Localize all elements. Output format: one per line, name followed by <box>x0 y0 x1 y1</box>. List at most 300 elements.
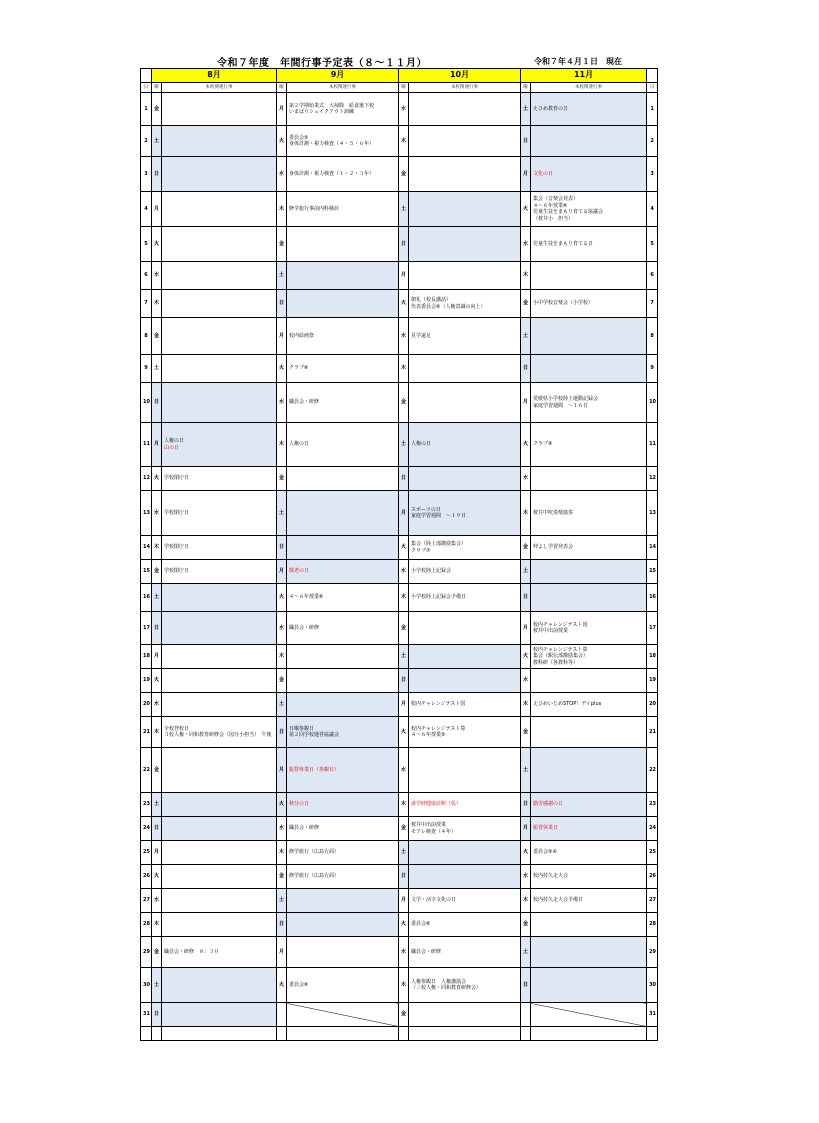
weekday-cell: 日 <box>277 536 287 560</box>
weekday-cell: 木 <box>277 423 287 467</box>
event-cell <box>162 748 277 793</box>
weekday-cell: 木 <box>399 793 409 817</box>
weekday-cell: 日 <box>277 913 287 937</box>
event-cell <box>287 318 399 355</box>
event-cell <box>409 913 521 937</box>
event-cell <box>162 318 277 355</box>
weekday-cell: 月 <box>277 748 287 793</box>
event-text: クラブ⑥ <box>289 365 309 372</box>
weekday-cell: 火 <box>277 584 287 612</box>
event-cell <box>162 693 277 717</box>
event-text: 学校閉庁日 <box>164 475 190 482</box>
holiday-text: 振替休業日 <box>533 825 559 832</box>
day-number: 21 <box>647 717 658 748</box>
event-text: クラブ⑧ <box>533 441 553 448</box>
event-cell <box>409 669 521 693</box>
event-text: 第２回学校運営協議会 <box>289 732 340 738</box>
weekday-cell: 水 <box>277 817 287 841</box>
weekday-cell: 月 <box>277 560 287 584</box>
day-number: 26 <box>647 865 658 889</box>
day-row <box>141 748 658 793</box>
event-cell <box>409 467 521 491</box>
weekday-cell: 土 <box>399 192 409 227</box>
day-number: 19 <box>647 669 658 693</box>
event-cell <box>287 584 399 612</box>
day-number: 6 <box>647 262 658 290</box>
weekday-cell: 土 <box>399 841 409 865</box>
weekday-cell: 土 <box>521 748 531 793</box>
event-cell <box>531 584 647 612</box>
event-cell <box>531 262 647 290</box>
day-number: 31 <box>647 1003 658 1027</box>
weekday-cell: 水 <box>277 383 287 423</box>
event-text: 児童生徒をまもり育てる協議会 <box>533 209 604 215</box>
event-cell <box>287 227 399 262</box>
weekday-cell: 火 <box>521 841 531 865</box>
event-cell <box>531 717 647 748</box>
event-text: スポーツの日 <box>411 506 441 513</box>
event-cell <box>531 889 647 913</box>
day-row <box>141 560 658 584</box>
event-cell <box>162 423 277 467</box>
weekday-cell: 金 <box>277 467 287 491</box>
weekday-cell: 土 <box>399 645 409 669</box>
weekday-cell: 月 <box>277 937 287 968</box>
holiday-text: 就学時健康診断（仮） <box>411 801 462 808</box>
weekday-cell: 水 <box>399 93 409 126</box>
weekday-cell: 月 <box>399 262 409 290</box>
day-number: 24 <box>141 817 152 841</box>
weekday-cell: 月 <box>152 423 162 467</box>
event-cell <box>162 793 277 817</box>
event-text: 校内チャレンジテスト国 <box>533 621 588 628</box>
event-cell <box>409 192 521 227</box>
day-number: 15 <box>647 560 658 584</box>
day-row <box>141 383 658 423</box>
event-cell <box>409 560 521 584</box>
weekday-cell: 火 <box>399 913 409 937</box>
event-cell <box>162 355 277 383</box>
weekday-cell: 金 <box>399 157 409 192</box>
weekday-cell: 火 <box>277 126 287 157</box>
event-cell <box>162 467 277 491</box>
event-text: 委員会⑥ <box>411 921 431 928</box>
event-cell <box>531 227 647 262</box>
event-cell <box>162 865 277 889</box>
event-cell <box>409 491 521 536</box>
event-cell <box>531 157 647 192</box>
event-text: 全校登校日 <box>164 725 190 732</box>
event-cell <box>531 841 647 865</box>
day-number: 5 <box>141 227 152 262</box>
weekday-cell: 木 <box>399 126 409 157</box>
event-text: 職員会・研修 ８：３０ <box>164 948 220 955</box>
event-text: 児童生徒をまもり育てる日 <box>533 240 594 247</box>
event-cell <box>162 157 277 192</box>
day-number: 17 <box>141 612 152 645</box>
event-text: ４～６年授業⑤ <box>411 732 446 738</box>
month-label: 10月 <box>399 69 521 83</box>
event-cell <box>531 93 647 126</box>
event-text: 桜井中出前授業 <box>411 822 447 828</box>
event-cell <box>409 968 521 1003</box>
event-text: 学校閉庁日 <box>164 568 190 575</box>
weekday-cell: 日 <box>399 467 409 491</box>
weekday-header: 曜 <box>277 83 287 93</box>
event-cell <box>287 126 399 157</box>
event-text: （三校人権・同和教育研修会） <box>411 985 482 991</box>
month-label: 9月 <box>277 69 399 83</box>
event-cell <box>287 560 399 584</box>
event-cell <box>162 937 277 968</box>
event-cell <box>287 423 399 467</box>
month-header-row <box>141 69 658 83</box>
event-text: 小中学校音楽会（小学校） <box>533 300 594 307</box>
event-cell <box>531 669 647 693</box>
day-row <box>141 227 658 262</box>
day-number: 17 <box>647 612 658 645</box>
event-cell <box>531 817 647 841</box>
event-text: 校内持久走大会 <box>533 873 569 880</box>
weekday-cell: 火 <box>521 645 531 669</box>
weekday-cell: 土 <box>521 560 531 584</box>
weekday-cell: 水 <box>521 865 531 889</box>
weekday-cell: 日 <box>399 669 409 693</box>
events-header: 本校関連行事 <box>162 83 277 93</box>
event-cell <box>287 968 399 1003</box>
weekday-cell: 木 <box>277 192 287 227</box>
weekday-cell: 火 <box>152 467 162 491</box>
weekday-cell: 木 <box>399 584 409 612</box>
event-cell <box>162 612 277 645</box>
event-cell <box>531 423 647 467</box>
event-text: 修学旅行（広島方面） <box>289 873 340 880</box>
weekday-cell: 木 <box>277 841 287 865</box>
event-text: 第２学期始業式 大掃除 給食後下校 <box>289 102 375 109</box>
day-number: 30 <box>141 968 152 1003</box>
event-cell <box>531 645 647 669</box>
weekday-cell: 月 <box>521 612 531 645</box>
event-cell <box>287 841 399 865</box>
weekday-cell: 木 <box>399 355 409 383</box>
event-cell <box>162 1003 277 1027</box>
event-cell <box>287 93 399 126</box>
event-cell <box>409 817 521 841</box>
weekday-cell: 日 <box>521 584 531 612</box>
event-cell <box>409 290 521 318</box>
event-cell <box>162 262 277 290</box>
day-number: 2 <box>141 126 152 157</box>
event-cell <box>409 227 521 262</box>
day-number: 14 <box>647 536 658 560</box>
event-cell <box>531 693 647 717</box>
event-cell <box>287 748 399 793</box>
schedule-body <box>141 93 658 1041</box>
event-text: 修学旅行事前内科検診 <box>289 205 340 212</box>
day-number: 22 <box>647 748 658 793</box>
day-row <box>141 693 658 717</box>
weekday-cell: 火 <box>277 355 287 383</box>
day-number: 31 <box>141 1003 152 1027</box>
event-cell <box>287 157 399 192</box>
footer-row <box>141 1027 658 1041</box>
event-cell <box>531 318 647 355</box>
event-text: 職員会・研修 <box>289 825 320 832</box>
weekday-cell: 日 <box>152 817 162 841</box>
weekday-cell: 水 <box>277 157 287 192</box>
event-cell <box>531 536 647 560</box>
weekday-cell: 金 <box>399 1003 409 1027</box>
event-cell <box>287 793 399 817</box>
empty-cell <box>399 1027 409 1041</box>
event-text: 桜井中出前授業 <box>533 628 569 634</box>
event-text: 桜井中吹奏楽演奏 <box>533 509 574 516</box>
day-number: 9 <box>141 355 152 383</box>
event-cell <box>162 126 277 157</box>
weekday-cell: 金 <box>152 748 162 793</box>
weekday-cell: 月 <box>399 889 409 913</box>
day-number: 10 <box>141 383 152 423</box>
page-title: 令和７年度 年間行事予定表（８～１１月） <box>217 58 427 69</box>
day-row <box>141 262 658 290</box>
event-text: 朝礼（校長講話） <box>411 297 452 303</box>
empty-cell <box>152 1027 162 1041</box>
event-cell <box>409 262 521 290</box>
holiday-text: 山の日 <box>164 444 180 451</box>
event-text: クラブ⑦ <box>411 547 431 554</box>
day-row <box>141 290 658 318</box>
event-cell <box>409 693 521 717</box>
event-text: 家庭学習週間 ～１６日 <box>533 402 589 409</box>
event-cell <box>409 889 521 913</box>
weekday-cell: 日 <box>399 227 409 262</box>
day-row <box>141 584 658 612</box>
event-text: ４～６年授業⑥ <box>289 594 324 601</box>
event-cell <box>287 913 399 937</box>
weekday-cell: 火 <box>399 290 409 318</box>
weekday-cell: 木 <box>521 491 531 536</box>
weekday-cell: 土 <box>521 93 531 126</box>
weekday-cell: 金 <box>277 865 287 889</box>
day-number: 4 <box>647 192 658 227</box>
event-cell <box>409 93 521 126</box>
empty-cell <box>287 1027 399 1041</box>
event-cell <box>409 126 521 157</box>
day-row <box>141 793 658 817</box>
day-row <box>141 717 658 748</box>
weekday-cell: 月 <box>152 841 162 865</box>
weekday-cell: 木 <box>152 717 162 748</box>
event-cell <box>531 1003 647 1027</box>
event-text: モアレ検査（４年） <box>411 828 456 835</box>
weekday-cell: 土 <box>277 889 287 913</box>
day-number: 20 <box>141 693 152 717</box>
weekday-cell: 金 <box>399 817 409 841</box>
event-text: 委員会⑥ <box>289 981 309 988</box>
event-cell <box>162 536 277 560</box>
event-cell <box>162 913 277 937</box>
weekday-cell: 火 <box>152 865 162 889</box>
event-cell <box>531 491 647 536</box>
event-text: 集会（音楽会発表） <box>533 196 579 202</box>
event-text: 委員会⑤ <box>289 134 309 141</box>
event-cell <box>287 290 399 318</box>
event-cell <box>287 262 399 290</box>
day-number: 8 <box>647 318 658 355</box>
weekday-header: 曜 <box>521 83 531 93</box>
weekday-cell: 月 <box>399 693 409 717</box>
event-text: 文学・活字文化の日 <box>411 897 457 904</box>
events-header: 本校関連行事 <box>531 83 647 93</box>
day-header: 日 <box>647 83 658 93</box>
event-text: 日曜参観日 <box>289 725 315 732</box>
event-cell <box>287 383 399 423</box>
weekday-cell: 金 <box>399 383 409 423</box>
weekday-cell: 水 <box>399 937 409 968</box>
event-text: 身体計測・視力検査（４・５・６年） <box>289 141 375 147</box>
event-cell <box>531 355 647 383</box>
day-number: 4 <box>141 192 152 227</box>
event-cell <box>162 192 277 227</box>
event-text: 校内チャレンジテスト算 <box>411 725 466 732</box>
weekday-cell: 月 <box>399 491 409 536</box>
holiday-text: 敬老の日 <box>289 568 310 575</box>
day-row <box>141 93 658 126</box>
empty-cell <box>647 1027 658 1041</box>
day-row <box>141 612 658 645</box>
event-cell <box>409 937 521 968</box>
day-row <box>141 192 658 227</box>
weekday-cell: 水 <box>152 262 162 290</box>
month-label: 11月 <box>521 69 647 83</box>
weekday-cell: 水 <box>521 467 531 491</box>
weekday-cell: 水 <box>152 889 162 913</box>
day-number: 15 <box>141 560 152 584</box>
event-cell <box>531 937 647 968</box>
event-text: 仲よし学習発表会 <box>533 544 574 551</box>
event-text: 教科研（各教科等） <box>533 659 579 666</box>
event-cell <box>531 865 647 889</box>
holiday-text: 文化の日 <box>533 170 554 177</box>
weekday-cell <box>277 1003 287 1027</box>
event-text: 校内チャレンジテスト算 <box>533 646 588 653</box>
event-text: 学校閉庁日 <box>164 509 190 516</box>
events-header: 本校関連行事 <box>409 83 521 93</box>
weekday-cell: 月 <box>277 93 287 126</box>
day-number: 2 <box>647 126 658 157</box>
day-number: 7 <box>647 290 658 318</box>
day-number: 1 <box>141 93 152 126</box>
day-row <box>141 669 658 693</box>
weekday-cell: 水 <box>521 669 531 693</box>
weekday-cell: 金 <box>521 913 531 937</box>
event-cell <box>531 383 647 423</box>
weekday-cell: 金 <box>152 937 162 968</box>
event-cell <box>287 693 399 717</box>
weekday-cell <box>521 1003 531 1027</box>
weekday-cell: 木 <box>277 645 287 669</box>
weekday-cell: 木 <box>521 693 531 717</box>
event-cell <box>287 467 399 491</box>
weekday-cell: 土 <box>521 318 531 355</box>
column-header-row <box>141 83 658 93</box>
event-cell <box>162 290 277 318</box>
weekday-cell: 金 <box>152 560 162 584</box>
event-text: 校内絵画祭 <box>289 332 315 339</box>
weekday-cell: 火 <box>152 227 162 262</box>
day-row <box>141 126 658 157</box>
weekday-cell: 土 <box>521 937 531 968</box>
event-cell <box>287 937 399 968</box>
weekday-cell: 水 <box>399 560 409 584</box>
weekday-cell: 月 <box>152 645 162 669</box>
event-cell <box>409 841 521 865</box>
event-cell <box>409 645 521 669</box>
weekday-cell: 日 <box>152 1003 162 1027</box>
event-text: 校内持久走大会予備日 <box>533 897 584 904</box>
event-text: 代表委員会⑥（人権意識の向上） <box>411 303 486 310</box>
day-number: 20 <box>647 693 658 717</box>
event-text: ３校人権・同和教育研修会（図分小担当） 午後 <box>164 732 272 738</box>
day-number: 18 <box>647 645 658 669</box>
event-text: 人権の日 <box>164 438 185 444</box>
event-text: 人権参観日 人権講演会 <box>411 978 467 985</box>
event-text: （桜井小 担当） <box>533 215 574 222</box>
weekday-cell: 月 <box>152 192 162 227</box>
weekday-cell: 土 <box>277 693 287 717</box>
day-row <box>141 1003 658 1027</box>
event-cell <box>287 717 399 748</box>
event-cell <box>531 192 647 227</box>
day-row <box>141 968 658 1003</box>
event-text: 職員会・研修 <box>289 624 320 631</box>
event-cell <box>162 669 277 693</box>
holiday-text: 振替休業日（参観日） <box>289 766 340 773</box>
weekday-cell: 月 <box>521 157 531 192</box>
event-cell <box>409 536 521 560</box>
event-text: 見学遠足 <box>411 332 432 339</box>
event-cell <box>162 383 277 423</box>
event-cell <box>409 865 521 889</box>
weekday-cell: 水 <box>399 748 409 793</box>
holiday-text: 秋分の日 <box>289 801 310 808</box>
day-number: 13 <box>647 491 658 536</box>
weekday-cell: 水 <box>521 227 531 262</box>
weekday-cell: 金 <box>152 93 162 126</box>
weekday-cell: 土 <box>152 355 162 383</box>
weekday-cell: 日 <box>277 717 287 748</box>
weekday-cell: 日 <box>277 290 287 318</box>
event-text: えひめ教育の日 <box>533 105 569 112</box>
day-number: 5 <box>647 227 658 262</box>
weekday-cell: 水 <box>399 318 409 355</box>
event-cell <box>287 612 399 645</box>
event-cell <box>287 355 399 383</box>
weekday-cell: 火 <box>399 536 409 560</box>
event-text: 小学校陸上記録会 <box>411 568 452 575</box>
event-cell <box>287 1003 399 1027</box>
day-header: 日 <box>141 83 152 93</box>
weekday-cell: 木 <box>521 262 531 290</box>
day-number: 3 <box>647 157 658 192</box>
weekday-cell: 日 <box>521 355 531 383</box>
event-text: 学校閉庁日 <box>164 544 190 551</box>
weekday-cell: 火 <box>152 669 162 693</box>
event-text: ４～６年授業⑥ <box>533 202 568 209</box>
event-text: 修学旅行（広島方面） <box>289 849 340 856</box>
event-cell <box>287 645 399 669</box>
weekday-cell: 水 <box>152 693 162 717</box>
